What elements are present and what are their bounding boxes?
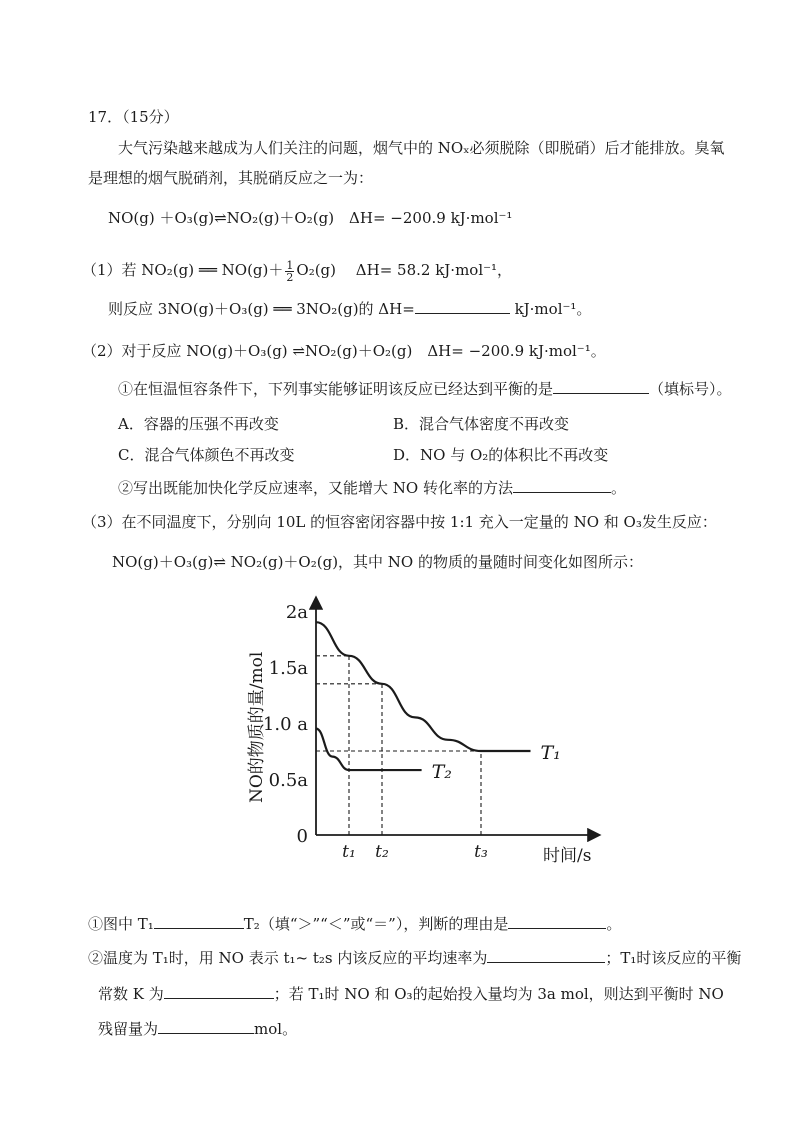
option-b: B．混合气体密度不再改变	[393, 415, 570, 433]
x-tick-label: t₁	[342, 842, 356, 862]
x-tick-label: t₂	[375, 842, 389, 862]
y-tick-label: 2a	[285, 602, 308, 623]
answer-blank-method[interactable]	[513, 476, 611, 493]
part3-q2-c: 常数 K 为	[98, 985, 164, 1003]
y-tick-label: 1.5a	[268, 658, 308, 679]
main-reaction: NO(g) ＋O₃(g)⇌NO₂(g)＋O₂(g) ΔH= −200.9 kJ·mol⁻¹	[108, 209, 513, 227]
part1-line2-a: 则反应 3NO(g)＋O₃(g) ══ 3NO₂(g)的 ΔH=	[108, 300, 415, 318]
part3-q2-d: ；若 T₁时 NO 和 O₃的起始投入量均为 3a mol，则达到平衡时 NO	[273, 985, 724, 1003]
part3-q2-line2	[98, 982, 724, 1005]
y-tick-label: 0	[296, 826, 308, 847]
part3-q1-b: T₂（填“＞”“＜”或“＝”），判断的理由是	[243, 915, 509, 933]
y-tick-label: 0.5a	[268, 770, 308, 791]
x-axis-label: 时间/s	[543, 846, 592, 866]
part3-q1-a: ①图中 T₁	[88, 915, 154, 933]
part2-q1-b: （填标号）。	[649, 380, 732, 398]
part3-q1-c: 。	[606, 915, 622, 933]
fraction-denominator: 2	[286, 270, 294, 284]
answer-blank-reason[interactable]	[508, 912, 606, 929]
y-tick-label: 1.0 a	[262, 714, 308, 735]
part2-q2-b: 。	[610, 479, 626, 497]
part3-q2-line3	[98, 1017, 297, 1040]
part1-text-a: （1）若 NO₂(g) ══ NO(g)＋	[82, 261, 284, 279]
answer-blank-rate[interactable]	[487, 946, 605, 963]
part1-line1	[82, 259, 512, 283]
part3-q2-f: mol。	[254, 1020, 298, 1038]
part2-q2	[118, 476, 626, 499]
part3-q2-b: ；T₁时该反应的平衡	[605, 949, 742, 967]
answer-blank-residual[interactable]	[158, 1017, 254, 1034]
part1-line2	[108, 297, 591, 320]
part1-text-b: O₂(g) ΔH= 58.2 kJ·mol⁻¹，	[296, 261, 513, 279]
answer-blank-equilibrium[interactable]	[553, 377, 649, 394]
y-axis-label: NO的物质的量/mol	[247, 651, 267, 803]
part2-q2-a: ②写出既能加快化学反应速率，又能增大 NO 转化率的方法	[118, 479, 513, 497]
series-label-1: T₁	[540, 742, 561, 764]
part2-q1-a: ①在恒温恒容条件下，下列事实能够证明该反应已经达到平衡的是	[118, 380, 554, 398]
part3-q2-e: 残留量为	[98, 1020, 159, 1038]
intro-line-1: 大气污染越来越成为人们关注的问题，烟气中的 NOₓ必须脱除（即脱硝）后才能排放。臭氧	[118, 139, 725, 157]
part3-q1	[88, 912, 621, 935]
option-c: C．混合气体颜色不再改变	[118, 446, 295, 464]
part3-line2: NO(g)＋O₃(g)⇌ NO₂(g)＋O₂(g)，其中 NO 的物质的量随时间变化如图所示：	[112, 553, 644, 571]
option-a: A．容器的压强不再改变	[118, 415, 279, 433]
series-line-2	[316, 729, 422, 770]
answer-blank-compare[interactable]	[154, 912, 244, 929]
part1-line2-b: kJ·mol⁻¹。	[509, 300, 592, 318]
answer-blank-k[interactable]	[164, 982, 274, 999]
intro-line-2: 是理想的烟气脱硝剂，其脱硝反应之一为：	[88, 169, 374, 187]
x-tick-label: t₃	[474, 842, 488, 862]
part2-line1: （2）对于反应 NO(g)＋O₃(g) ⇌NO₂(g)＋O₂(g) ΔH= −200.9 kJ·mol⁻¹。	[82, 342, 606, 360]
no-amount-chart	[0, 585, 800, 885]
series-label-2: T₂	[431, 761, 452, 784]
series-line-1	[316, 622, 531, 751]
part3-line1: （3）在不同温度下，分别向 10L 的恒容密闭容器中按 1:1 充入一定量的 NO 和 O₃发生反应：	[82, 513, 717, 531]
half-fraction	[285, 260, 294, 283]
option-d: D．NO 与 O₂的体积比不再改变	[393, 446, 609, 464]
part3-q2-line1	[88, 946, 741, 969]
answer-blank-dh[interactable]	[415, 297, 510, 314]
part2-q1	[118, 377, 732, 400]
part3-q2-a: ②温度为 T₁时，用 NO 表示 t₁~ t₂s 内该反应的平均速率为	[88, 949, 488, 967]
question-number: 17．（15分）	[88, 108, 179, 126]
fraction-numerator: 1	[286, 258, 294, 272]
